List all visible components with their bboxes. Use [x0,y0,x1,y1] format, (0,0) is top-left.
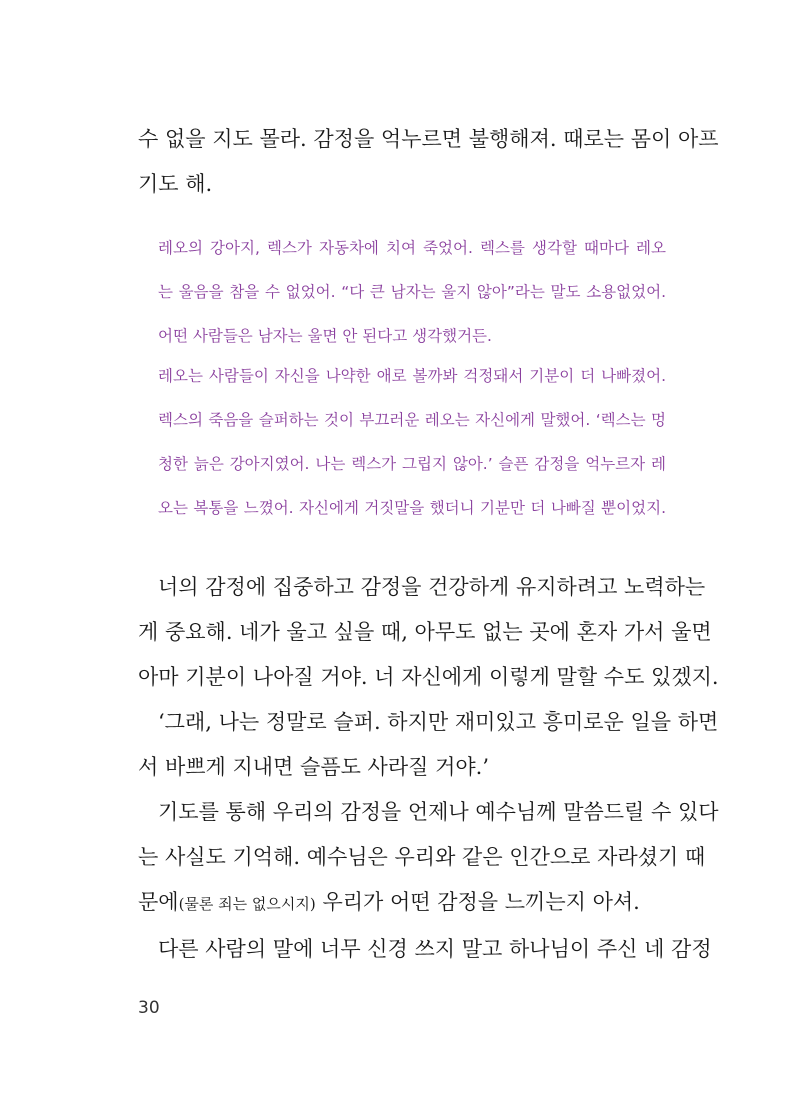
intro-paragraph [138,117,719,207]
intro-line-2: 기도 해. [138,172,213,196]
main-line-8 [138,880,666,927]
main-line-8-end: 우리가 어떤 감정을 느끼는지 아셔. [322,890,640,914]
callout-line-5: 렉스의 죽음을 슬퍼하는 것이 부끄러운 레오는 자신에게 말했어. ‘렉스는 멍 [158,411,666,429]
callout-line-2: 는 울음을 참을 수 없었어. “다 큰 남자는 울지 않아”라는 말도 소용없었어. [158,283,666,301]
main-line-6: 기도를 통해 우리의 감정을 언제나 예수님께 말씀드릴 수 있다 [158,800,719,824]
main-line-5: 서 바쁘게 지내면 슬픔도 사라질 거야.’ [138,755,490,779]
callout-line-7: 오는 복통을 느꼈어. 자신에게 거짓말을 했더니 기분만 더 나빠질 뿐이었지. [158,499,666,517]
callout-line-6: 청한 늙은 강아지였어. 나는 렉스가 그립지 않아.’ 슬픈 감정을 억누르자 레 [158,455,666,473]
main-line-9: 다른 사람의 말에 너무 신경 쓰지 말고 하나님이 주신 네 감정 [158,937,712,961]
main-line-8-start: 문에 [138,890,179,914]
main-line-1: 너의 감정에 집중하고 감정을 건강하게 유지하려고 노력하는 [158,575,706,599]
main-line-7: 는 사실도 기억해. 예수님은 우리와 같은 인간으로 자라셨기 때 [138,845,706,869]
main-line-2: 게 중요해. 네가 울고 싶을 때, 아무도 없는 곳에 혼자 가서 울면 [138,620,712,644]
main-line-4: ‘그래, 나는 정말로 슬퍼. 하지만 재미있고 흥미로운 일을 하면 [158,710,719,734]
callout-line-4: 레오는 사람들이 자신을 나약한 애로 볼까봐 걱정돼서 기분이 더 나빠졌어. [158,367,666,385]
main-paragraphs [138,565,719,972]
parenthetical-note: (물론 죄는 없으시지) [178,895,316,913]
main-line-3: 아마 기분이 나아질 거야. 너 자신에게 이렇게 말할 수도 있겠지. [138,665,719,689]
callout-line-3: 어떤 사람들은 남자는 울면 안 된다고 생각했거든. [158,327,492,345]
callout-line-1: 레오의 강아지, 렉스가 자동차에 치여 죽었어. 렉스를 생각할 때마다 레오 [158,239,666,257]
page-number: 30 [138,998,160,1018]
intro-line-1: 수 없을 지도 몰라. 감정을 억누르면 불행해져. 때로는 몸이 아프 [138,127,719,151]
